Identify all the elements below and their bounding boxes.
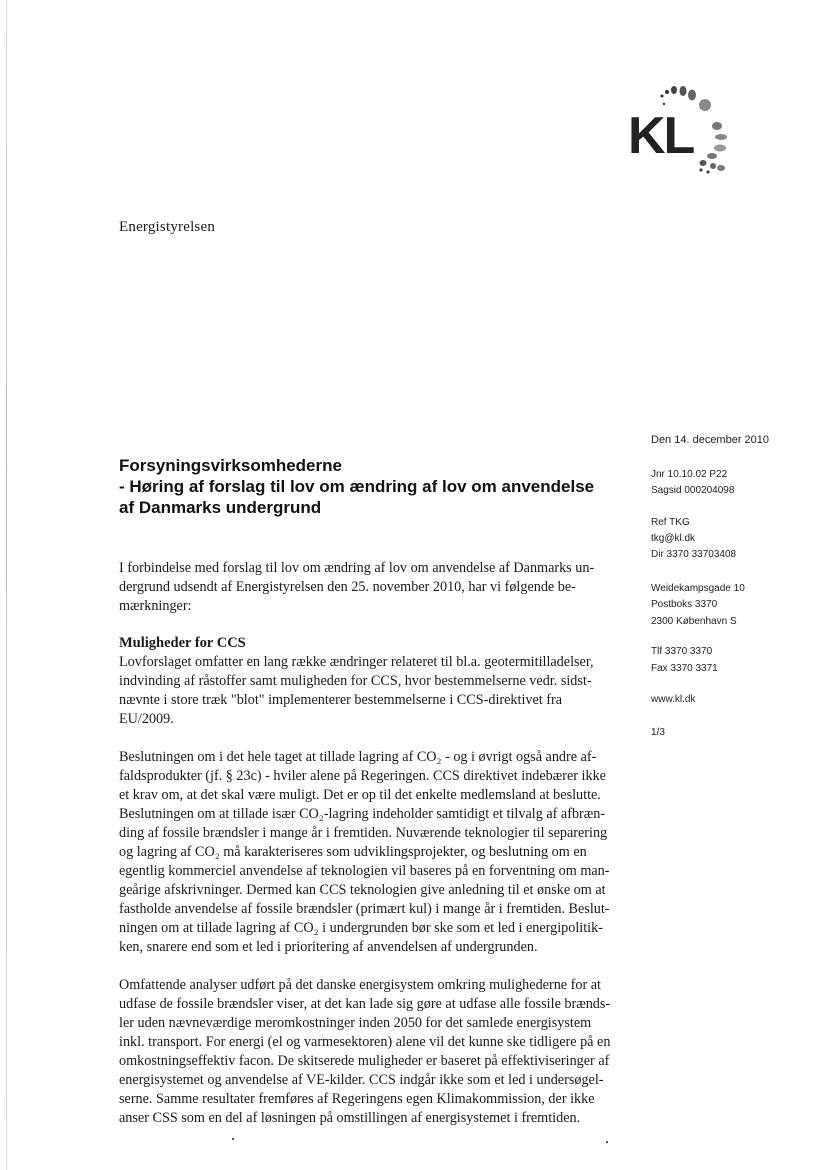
title-line: Forsyningsvirksomhederne: [119, 456, 342, 475]
text-line: inkl. transport. For energi (el og varmesektoren) alene vil det kunne ske tidligere på en: [119, 1034, 611, 1050]
text-line: ken, snarere end som et led i prioritering af anvendelsen af undergrunden.: [119, 939, 538, 955]
contact-email: tkg@kl.dk: [651, 533, 696, 544]
text-line: omkostningseffektiv facon. De skitserede muligheder er baseret på effektiviseringer af: [119, 1053, 610, 1069]
text-line: egentlig kommerciel anvendelse af teknologien vil baseres på en forventning om man-: [119, 863, 610, 879]
text-line: fastholde anvendelse af fossile brændsler (primært kul) i mange år i fremtiden. Beslut-: [119, 901, 610, 917]
scan-edge: [6, 0, 7, 1170]
body-paragraph: [119, 976, 639, 1128]
kl-logo: [628, 82, 738, 182]
title-line: af Danmarks undergrund: [119, 498, 322, 517]
text-line: ler uden nævneværdige meromkostninger inden 2050 for det samlede energisystem: [119, 1015, 592, 1031]
letter-title: [119, 455, 639, 518]
scan-speck: [606, 1141, 608, 1143]
postbox: Postboks 3370: [651, 599, 718, 610]
text-line: anser CSS som en del af løsningen på omstillingen af energisystemet i fremtiden.: [119, 1110, 581, 1126]
text-line: Beslutningen om at tillade især CO₂-lagring indeholder samtidigt et tilvalg af afbræn-: [119, 806, 606, 822]
intro-paragraph: [119, 559, 639, 616]
page-number: 1/3: [651, 727, 665, 738]
text-line: mærkninger:: [119, 598, 192, 614]
website: www.kl.dk: [651, 694, 696, 705]
text-line: et krav om, at det skal være muligt. Det er op til det enkelte medlemsland at beslutte.: [119, 787, 601, 803]
text-line: indvinding af råstoffer samt muligheden for CCS, hvor bestemmelserne vedr. sidst-: [119, 673, 592, 689]
ccs-section: [119, 634, 639, 729]
text-line: Omfattende analyser udført på det danske energisystem omkring mulighederne for at: [119, 977, 601, 993]
text-line: og lagring af CO₂ må karakteriseres som udviklingsprojekter, og beslutning om en: [119, 844, 587, 860]
text-line: ningen om at tillade lagring af CO₂ i undergrunden bør ske som et led i energipolitik-: [119, 920, 603, 936]
street-address: Weidekampsgade 10: [651, 583, 745, 594]
text-line: geårige afskrivninger. Dermed kan CCS teknologien give anledning til et ønske om at: [119, 882, 606, 898]
text-line: serne. Samme resultater fremføres af Regeringens egen Klimakommission, der ikke: [119, 1091, 595, 1107]
fax-number: Fax 3370 3371: [651, 663, 718, 674]
title-line: - Høring af forslag til lov om ændring af lov om anvendelse: [119, 477, 595, 496]
text-line: I forbindelse med forslag til lov om ændring af lov om anvendelse af Danmarks un-: [119, 560, 595, 576]
text-line: nævnte i store træk "blot" implementerer bestemmelserne i CCS-direktivet fra: [119, 692, 563, 708]
city-address: 2300 København S: [651, 616, 737, 627]
journal-number: Jnr 10.10.02 P22: [651, 469, 728, 480]
text-line: dergrund udsendt af Energistyrelsen den 25. november 2010, har vi følgende be-: [119, 579, 576, 595]
letter-date: Den 14. december 2010: [651, 434, 770, 446]
text-line: udfase de fossile brændsler viser, at det kan lade sig gøre at udfase alle fossile brænds-: [119, 996, 611, 1012]
phone-number: Tlf 3370 3370: [651, 646, 713, 657]
text-line: ding af fossile brændsler i mange år i fremtiden. Nuværende teknologier til separering: [119, 825, 608, 841]
case-id: Sagsid 000204098: [651, 485, 735, 496]
text-line: faldsprodukter (jf. § 23c) - hviler alene på Regeringen. CCS direktivet indebærer ikke: [119, 768, 606, 784]
text-line: Beslutningen om i det hele taget at tillade lagring af CO₂ - og i øvrigt også andre af-: [119, 749, 597, 765]
reference: Ref TKG: [651, 517, 690, 528]
text-line: Lovforslaget omfatter en lang række ændringer relateret til bl.a. geotermitilladelser,: [119, 654, 594, 670]
letter-body: [119, 559, 639, 1128]
text-line: energisystemet og anvendelse af VE-kilder. CCS indgår ikke som et led i undersøgel-: [119, 1072, 604, 1088]
text-line: EU/2009.: [119, 711, 174, 727]
recipient: Energistyrelsen: [119, 219, 216, 235]
body-paragraph: [119, 748, 639, 957]
section-heading: Muligheder for CCS: [119, 635, 246, 651]
direct-phone: Dir 3370 33703408: [651, 549, 737, 560]
scan-speck: [232, 1138, 234, 1140]
logo-text: KL: [628, 107, 694, 165]
